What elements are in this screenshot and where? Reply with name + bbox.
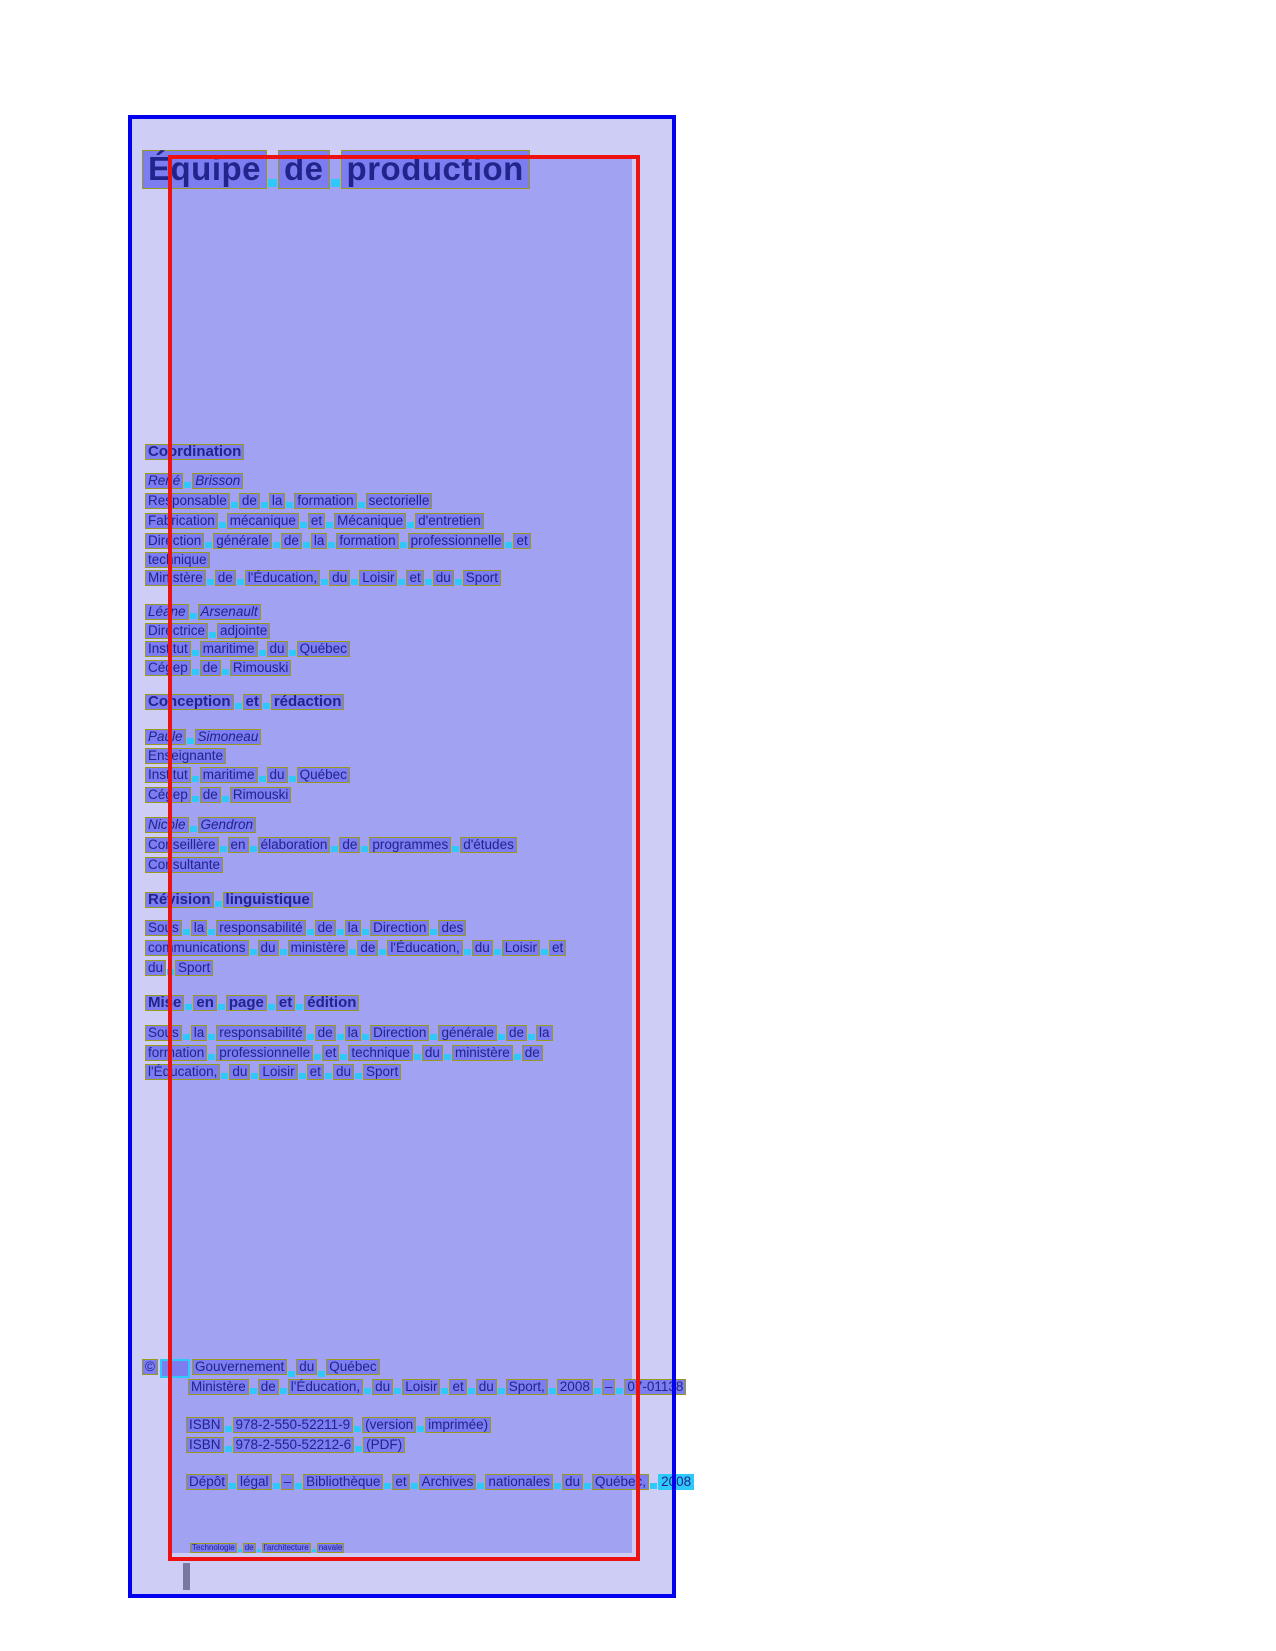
word-space-marker bbox=[455, 579, 462, 585]
word-box: communications bbox=[145, 940, 249, 956]
word-space-marker bbox=[192, 669, 199, 675]
word-space-marker bbox=[331, 846, 338, 852]
word-space-marker bbox=[549, 1388, 556, 1394]
word-space-marker bbox=[318, 1371, 325, 1377]
word-box: adjointe bbox=[217, 623, 270, 639]
word-space-marker bbox=[190, 613, 197, 619]
word-box: la bbox=[311, 533, 328, 549]
word-box: du bbox=[267, 641, 288, 657]
word-space-marker bbox=[261, 502, 268, 508]
word-space-marker bbox=[477, 1483, 484, 1489]
word-box: de bbox=[258, 1379, 279, 1395]
word-space-marker bbox=[398, 579, 405, 585]
word-box: 2008 bbox=[557, 1379, 593, 1395]
word-box: d'études bbox=[460, 837, 517, 853]
word-space-marker bbox=[208, 1054, 215, 1060]
word-box: et bbox=[392, 1474, 409, 1490]
word-space-marker bbox=[280, 949, 287, 955]
word-box: l'Éducation, bbox=[145, 1064, 220, 1080]
word-space-marker bbox=[444, 1054, 451, 1060]
text-line bbox=[145, 493, 432, 509]
word-box: du bbox=[258, 940, 279, 956]
word-space-marker bbox=[411, 1483, 418, 1489]
word-box: la bbox=[269, 493, 286, 509]
word-box: du bbox=[145, 960, 166, 976]
word-space-marker bbox=[355, 1073, 362, 1079]
word-box: Loisir bbox=[402, 1379, 440, 1395]
word-box: maritime bbox=[200, 641, 258, 657]
word-space-marker bbox=[205, 542, 212, 548]
word-box: générale bbox=[213, 533, 272, 549]
word-box: Loisir bbox=[359, 570, 397, 586]
word-space-marker bbox=[414, 1054, 421, 1060]
word-space-marker bbox=[594, 1388, 601, 1394]
word-box: la bbox=[345, 1025, 362, 1041]
word-box: © bbox=[142, 1359, 158, 1375]
word-box: Arsenault bbox=[198, 604, 261, 620]
word-box: et bbox=[513, 533, 530, 549]
text-line bbox=[145, 837, 517, 853]
text-line bbox=[145, 1025, 553, 1041]
word-box: formation bbox=[294, 493, 356, 509]
word-box: de bbox=[200, 660, 221, 676]
word-box: sectorielle bbox=[366, 493, 433, 509]
word-space-marker bbox=[268, 1004, 275, 1010]
word-space-marker bbox=[192, 776, 199, 782]
word-space-marker bbox=[331, 179, 340, 187]
word-box: responsabilité bbox=[216, 1025, 305, 1041]
word-box: de bbox=[315, 1025, 336, 1041]
text-line bbox=[145, 748, 226, 764]
word-box: navale bbox=[318, 1543, 343, 1552]
word-box: Mécanique bbox=[334, 513, 406, 529]
word-space-marker bbox=[349, 949, 356, 955]
word-space-marker bbox=[238, 1549, 242, 1552]
word-space-marker bbox=[362, 1034, 369, 1040]
word-box: de bbox=[315, 920, 336, 936]
word-space-marker bbox=[354, 1426, 361, 1432]
word-box: de bbox=[215, 570, 236, 586]
word-box: du bbox=[476, 1379, 497, 1395]
word-box: et bbox=[322, 1045, 339, 1061]
word-box: du bbox=[472, 940, 493, 956]
word-space-marker bbox=[584, 1483, 591, 1489]
word-box: responsabilité bbox=[216, 920, 305, 936]
word-box: Direction bbox=[370, 920, 429, 936]
word-box: formation bbox=[336, 533, 398, 549]
word-box: de bbox=[278, 150, 330, 189]
word-box: Cégep bbox=[145, 787, 191, 803]
word-space-marker bbox=[296, 1004, 303, 1010]
word-box: Révision bbox=[145, 892, 214, 908]
word-box: maritime bbox=[200, 767, 258, 783]
word-box: du bbox=[372, 1379, 393, 1395]
word-box: de bbox=[244, 1543, 254, 1552]
word-box: programmes bbox=[369, 837, 451, 853]
text-line bbox=[145, 960, 213, 976]
word-box: Consultante bbox=[145, 857, 223, 873]
word-space-marker bbox=[208, 1034, 215, 1040]
text-line bbox=[145, 767, 350, 783]
word-space-marker bbox=[498, 1034, 505, 1040]
word-box: Institut bbox=[145, 767, 191, 783]
word-box: René bbox=[145, 473, 183, 489]
word-box: de bbox=[506, 1025, 527, 1041]
word-box: 07-01138 bbox=[624, 1379, 686, 1395]
word-space-marker bbox=[340, 1054, 347, 1060]
word-space-marker bbox=[384, 1483, 391, 1489]
text-line bbox=[145, 892, 313, 908]
word-box: Dépôt bbox=[186, 1474, 228, 1490]
word-space-marker bbox=[364, 1388, 371, 1394]
word-box: rédaction bbox=[271, 694, 345, 710]
word-space-marker bbox=[167, 969, 174, 975]
word-space-marker bbox=[160, 1359, 190, 1378]
word-space-marker bbox=[225, 1446, 232, 1452]
text-line bbox=[142, 1359, 380, 1378]
word-space-marker bbox=[417, 1426, 424, 1432]
word-box: Direction bbox=[370, 1025, 429, 1041]
word-space-marker bbox=[207, 579, 214, 585]
word-box: la bbox=[345, 920, 362, 936]
text-line bbox=[145, 817, 256, 833]
word-box: Sport, bbox=[506, 1379, 548, 1395]
word-box: – bbox=[602, 1379, 616, 1395]
word-space-marker bbox=[250, 1388, 257, 1394]
word-box: et bbox=[449, 1379, 466, 1395]
text-line bbox=[186, 1474, 694, 1490]
word-space-marker bbox=[295, 1483, 302, 1489]
word-space-marker bbox=[351, 579, 358, 585]
word-box: la bbox=[191, 920, 208, 936]
text-line bbox=[145, 787, 291, 803]
word-space-marker bbox=[650, 1483, 657, 1489]
word-space-marker bbox=[325, 1073, 332, 1079]
word-space-marker bbox=[494, 949, 501, 955]
word-box: de bbox=[281, 533, 302, 549]
text-line bbox=[145, 1064, 401, 1080]
word-box: Rimouski bbox=[230, 660, 292, 676]
word-box: Mise bbox=[145, 995, 184, 1011]
word-box: Québec bbox=[297, 641, 350, 657]
text-line bbox=[142, 150, 530, 189]
word-space-marker bbox=[257, 1549, 261, 1552]
word-box: 2008 bbox=[658, 1474, 694, 1490]
word-box: page bbox=[226, 995, 267, 1011]
word-box: l'architecture bbox=[263, 1543, 309, 1552]
word-box: mécanique bbox=[227, 513, 299, 529]
word-box: Coordination bbox=[145, 444, 244, 460]
word-space-marker bbox=[231, 502, 238, 508]
word-box: Québec bbox=[326, 1359, 379, 1375]
word-space-marker bbox=[229, 1483, 236, 1489]
word-box: et bbox=[307, 1064, 324, 1080]
word-box: de bbox=[357, 940, 378, 956]
text-line bbox=[145, 604, 261, 620]
word-box: 978-2-550-52211-9 bbox=[233, 1417, 354, 1433]
word-box: la bbox=[191, 1025, 208, 1041]
word-space-marker bbox=[183, 929, 190, 935]
word-box: Loisir bbox=[502, 940, 540, 956]
word-box: de bbox=[239, 493, 260, 509]
word-box: l'Éducation, bbox=[288, 1379, 363, 1395]
word-box: du bbox=[229, 1064, 250, 1080]
text-line bbox=[186, 1417, 491, 1433]
word-box: du bbox=[562, 1474, 583, 1490]
word-space-marker bbox=[251, 1073, 258, 1079]
text-line bbox=[145, 729, 261, 745]
word-space-marker bbox=[235, 703, 242, 709]
word-space-marker bbox=[268, 179, 277, 187]
word-box: et bbox=[406, 570, 423, 586]
word-space-marker bbox=[514, 1054, 521, 1060]
word-box: (PDF) bbox=[363, 1437, 405, 1453]
word-space-marker bbox=[379, 949, 386, 955]
text-line bbox=[145, 570, 501, 586]
word-box: en bbox=[193, 995, 217, 1011]
word-box: Responsable bbox=[145, 493, 230, 509]
word-space-marker bbox=[259, 776, 266, 782]
word-box: de bbox=[522, 1045, 543, 1061]
text-line bbox=[145, 660, 291, 676]
word-space-marker bbox=[337, 1034, 344, 1040]
word-box: du bbox=[422, 1045, 443, 1061]
word-box: Fabrication bbox=[145, 513, 218, 529]
word-box: et bbox=[243, 694, 262, 710]
word-box: ministère bbox=[452, 1045, 513, 1061]
word-box: Sous bbox=[145, 920, 182, 936]
text-line bbox=[145, 1045, 543, 1061]
word-box: générale bbox=[438, 1025, 497, 1041]
word-box: l'Éducation, bbox=[245, 570, 320, 586]
word-box: imprimée) bbox=[425, 1417, 491, 1433]
word-space-marker bbox=[222, 669, 229, 675]
word-box: de bbox=[339, 837, 360, 853]
word-space-marker bbox=[300, 522, 307, 528]
word-space-marker bbox=[616, 1388, 623, 1394]
word-space-marker bbox=[337, 929, 344, 935]
word-space-marker bbox=[441, 1388, 448, 1394]
word-space-marker bbox=[314, 1054, 321, 1060]
word-space-marker bbox=[273, 1483, 280, 1489]
word-space-marker bbox=[554, 1483, 561, 1489]
word-box: – bbox=[281, 1474, 295, 1490]
text-line bbox=[145, 552, 210, 568]
word-space-marker bbox=[407, 522, 414, 528]
word-space-marker bbox=[400, 542, 407, 548]
word-box: ISBN bbox=[186, 1417, 224, 1433]
word-box: formation bbox=[145, 1045, 207, 1061]
word-space-marker bbox=[209, 632, 216, 638]
word-space-marker bbox=[289, 650, 296, 656]
word-box: Technologie bbox=[192, 1543, 235, 1552]
word-box: et bbox=[549, 940, 566, 956]
word-space-marker bbox=[505, 542, 512, 548]
word-space-marker bbox=[541, 949, 548, 955]
word-box: Sport bbox=[463, 570, 501, 586]
word-space-marker bbox=[183, 1034, 190, 1040]
word-space-marker bbox=[219, 522, 226, 528]
word-box: Ministère bbox=[188, 1379, 249, 1395]
text-line bbox=[145, 623, 270, 639]
word-space-marker bbox=[263, 703, 270, 709]
word-space-marker bbox=[259, 650, 266, 656]
word-space-marker bbox=[303, 542, 310, 548]
word-box: Archives bbox=[419, 1474, 477, 1490]
word-box: Direction bbox=[145, 533, 204, 549]
word-box: Gendron bbox=[198, 817, 257, 833]
word-space-marker bbox=[464, 949, 471, 955]
word-space-marker bbox=[185, 1004, 192, 1010]
word-box: Enseignante bbox=[145, 748, 226, 764]
word-box: Léane bbox=[145, 604, 189, 620]
word-box: Gouvernement bbox=[192, 1359, 287, 1375]
word-box: technique bbox=[145, 552, 210, 568]
text-line bbox=[145, 857, 223, 873]
word-box: en bbox=[228, 837, 249, 853]
word-box: Québec bbox=[297, 767, 350, 783]
word-space-marker bbox=[307, 929, 314, 935]
text-line bbox=[145, 694, 344, 710]
word-box: élaboration bbox=[258, 837, 331, 853]
text-line bbox=[186, 1437, 405, 1453]
word-box: Loisir bbox=[259, 1064, 297, 1080]
word-box: Sous bbox=[145, 1025, 182, 1041]
word-box: 978-2-550-52212-6 bbox=[233, 1437, 355, 1453]
word-box: Rimouski bbox=[230, 787, 292, 803]
word-box: la bbox=[536, 1025, 553, 1041]
word-box: l'Éducation, bbox=[387, 940, 462, 956]
word-box: du bbox=[433, 570, 454, 586]
text-line bbox=[188, 1379, 686, 1395]
word-box: Bibliothèque bbox=[303, 1474, 383, 1490]
word-space-marker bbox=[430, 1034, 437, 1040]
word-box: des bbox=[438, 920, 466, 936]
word-space-marker bbox=[362, 929, 369, 935]
word-box: du bbox=[329, 570, 350, 586]
word-space-marker bbox=[528, 1034, 535, 1040]
word-box: Conseillère bbox=[145, 837, 219, 853]
word-space-marker bbox=[184, 482, 191, 488]
word-space-marker bbox=[312, 1549, 316, 1552]
word-space-marker bbox=[190, 826, 197, 832]
word-space-marker bbox=[468, 1388, 475, 1394]
word-space-marker bbox=[326, 522, 333, 528]
text-line bbox=[145, 995, 359, 1011]
word-box: édition bbox=[304, 995, 359, 1011]
word-box: Cégep bbox=[145, 660, 191, 676]
word-box: du bbox=[296, 1359, 317, 1375]
word-space-marker bbox=[250, 949, 257, 955]
word-box: Sport bbox=[175, 960, 213, 976]
text-line bbox=[145, 533, 531, 549]
word-space-marker bbox=[187, 738, 194, 744]
word-space-marker bbox=[208, 929, 215, 935]
text-line bbox=[145, 940, 566, 956]
text-line bbox=[145, 513, 484, 529]
word-box: Institut bbox=[145, 641, 191, 657]
word-box: de bbox=[200, 787, 221, 803]
text-cursor-bar bbox=[183, 1563, 190, 1590]
word-box: professionnelle bbox=[216, 1045, 313, 1061]
text-line bbox=[145, 444, 244, 460]
word-box: production bbox=[341, 150, 530, 189]
word-space-marker bbox=[192, 650, 199, 656]
word-space-marker bbox=[218, 1004, 225, 1010]
word-space-marker bbox=[273, 542, 280, 548]
text-line bbox=[145, 641, 350, 657]
word-box: ministère bbox=[288, 940, 349, 956]
word-box: linguistique bbox=[223, 892, 313, 908]
word-space-marker bbox=[221, 1073, 228, 1079]
word-box: Directrice bbox=[145, 623, 208, 639]
word-space-marker bbox=[225, 1426, 232, 1432]
word-box: ISBN bbox=[186, 1437, 224, 1453]
word-box: d'entretien bbox=[415, 513, 484, 529]
word-space-marker bbox=[307, 1034, 314, 1040]
word-box: Conception bbox=[145, 694, 234, 710]
word-box: Ministère bbox=[145, 570, 206, 586]
word-space-marker bbox=[237, 579, 244, 585]
word-space-marker bbox=[452, 846, 459, 852]
word-box: et bbox=[308, 513, 325, 529]
word-space-marker bbox=[289, 776, 296, 782]
word-space-marker bbox=[286, 502, 293, 508]
word-box: professionnelle bbox=[408, 533, 505, 549]
word-box: Nicole bbox=[145, 817, 189, 833]
word-space-marker bbox=[355, 1446, 362, 1452]
word-space-marker bbox=[220, 846, 227, 852]
word-box: (version bbox=[362, 1417, 416, 1433]
word-space-marker bbox=[321, 579, 328, 585]
word-box: Brisson bbox=[192, 473, 243, 489]
word-space-marker bbox=[361, 846, 368, 852]
word-box: légal bbox=[237, 1474, 272, 1490]
text-line bbox=[190, 1543, 344, 1553]
word-box: Sport bbox=[363, 1064, 401, 1080]
word-box: Simoneau bbox=[195, 729, 262, 745]
word-box: technique bbox=[348, 1045, 413, 1061]
word-box: Équipe bbox=[142, 150, 267, 189]
text-line bbox=[145, 473, 243, 489]
word-box: nationales bbox=[485, 1474, 553, 1490]
word-box: du bbox=[267, 767, 288, 783]
word-box: Paule bbox=[145, 729, 186, 745]
text-line bbox=[145, 920, 466, 936]
word-space-marker bbox=[250, 846, 257, 852]
word-box: du bbox=[333, 1064, 354, 1080]
word-space-marker bbox=[498, 1388, 505, 1394]
word-space-marker bbox=[288, 1371, 295, 1377]
word-space-marker bbox=[430, 929, 437, 935]
word-space-marker bbox=[328, 542, 335, 548]
word-space-marker bbox=[280, 1388, 287, 1394]
word-space-marker bbox=[192, 796, 199, 802]
word-space-marker bbox=[215, 901, 222, 907]
word-space-marker bbox=[425, 579, 432, 585]
word-space-marker bbox=[222, 796, 229, 802]
word-box: et bbox=[276, 995, 295, 1011]
word-space-marker bbox=[299, 1073, 306, 1079]
word-box: Québec, bbox=[592, 1474, 649, 1490]
word-space-marker bbox=[358, 502, 365, 508]
word-space-marker bbox=[394, 1388, 401, 1394]
